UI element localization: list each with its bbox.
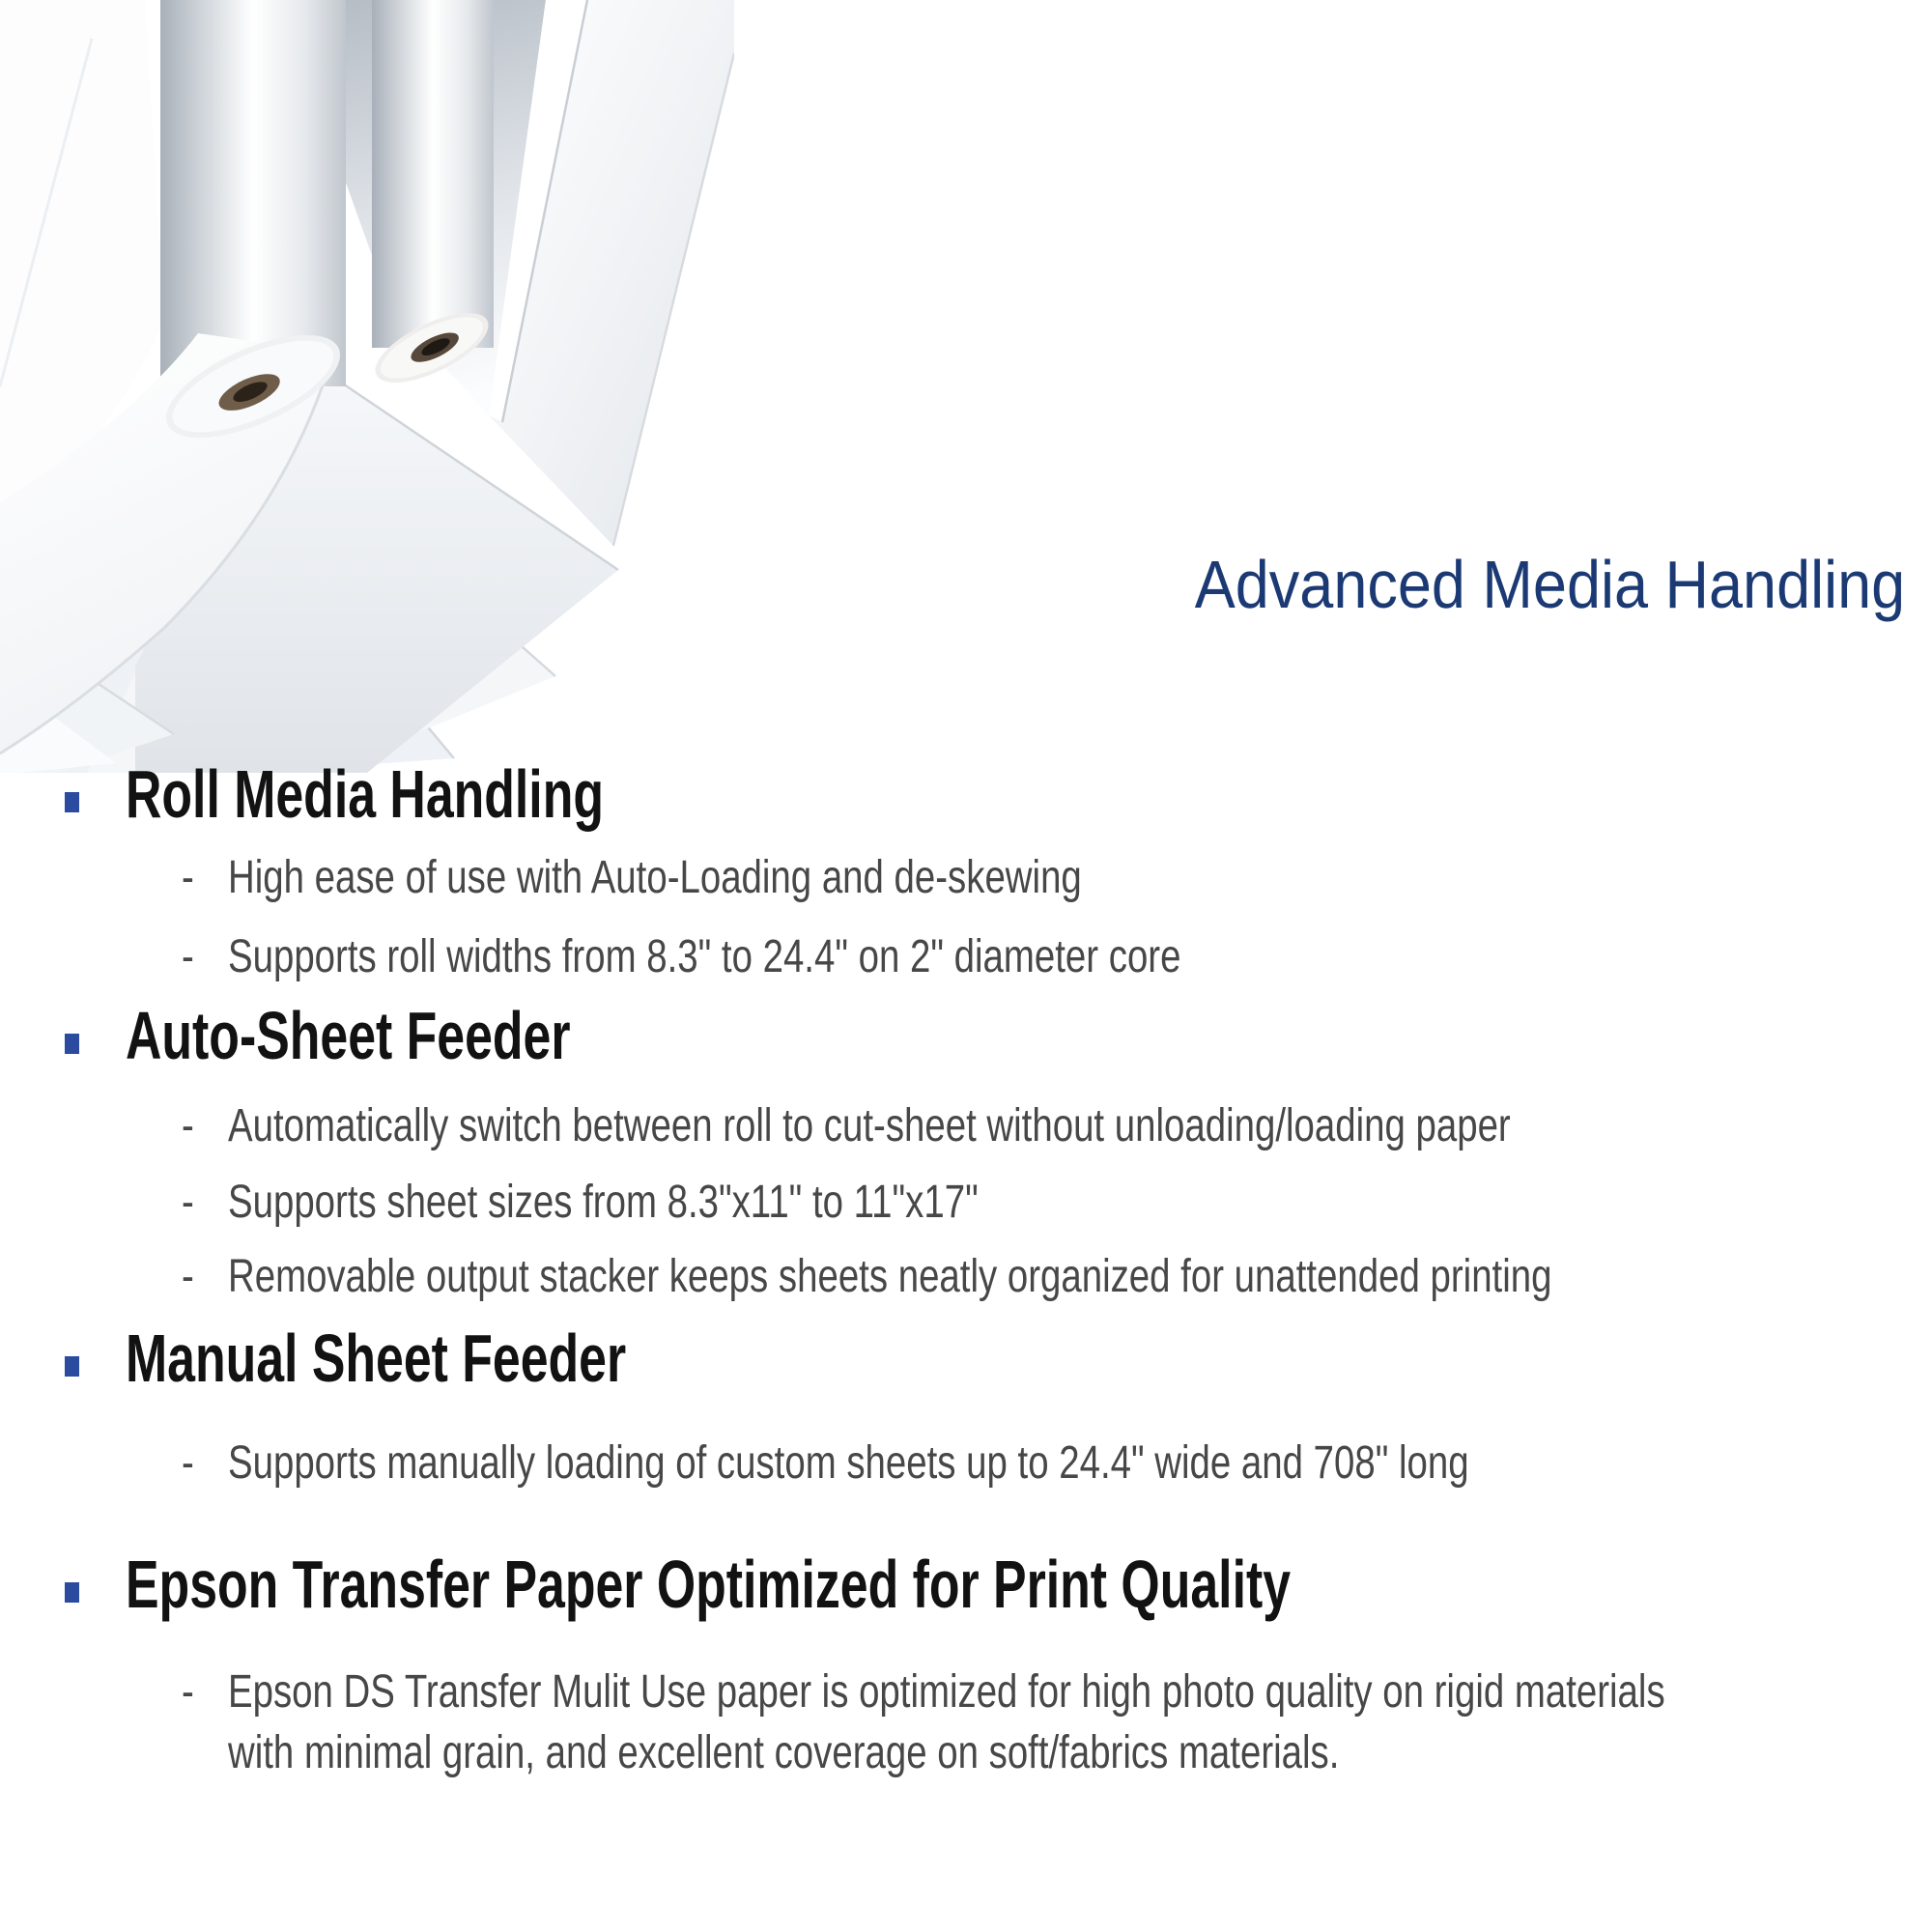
- section-heading-roll-media-handling: Roll Media Handling: [126, 756, 604, 832]
- section-heading-epson-transfer-paper: Epson Transfer Paper Optimized for Print Quality: [126, 1547, 1292, 1622]
- dash-bullet-icon: -: [182, 1177, 194, 1228]
- paper-media-photo: [0, 0, 734, 773]
- bullet-square-icon: [65, 1356, 79, 1377]
- bullet-line: Epson DS Transfer Mulit Use paper is optimized for high photo quality on rigid materials: [228, 1666, 1665, 1718]
- paper-media-illustration: [0, 0, 734, 773]
- dash-bullet-icon: -: [182, 1666, 194, 1718]
- bullet-line: Supports manually loading of custom sheets up to 24.4" wide and 708" long: [228, 1437, 1469, 1489]
- page-title: Advanced Media Handling: [1194, 547, 1905, 622]
- bullet-line: Supports roll widths from 8.3" to 24.4" on 2" diameter core: [228, 931, 1181, 982]
- bullet-line-continued: with minimal grain, and excellent coverage on soft/fabrics materials.: [228, 1727, 1340, 1778]
- dash-bullet-icon: -: [182, 852, 194, 903]
- bullet-square-icon: [65, 792, 79, 812]
- dash-bullet-icon: -: [182, 1437, 194, 1489]
- bullet-line: Automatically switch between roll to cut-sheet without unloading/loading paper: [228, 1100, 1511, 1151]
- bullet-square-icon: [65, 1582, 79, 1603]
- bullet-line: Supports sheet sizes from 8.3"x11" to 11"x17": [228, 1177, 979, 1228]
- section-heading-auto-sheet-feeder: Auto-Sheet Feeder: [126, 998, 571, 1073]
- section-heading-manual-sheet-feeder: Manual Sheet Feeder: [126, 1321, 627, 1396]
- dash-bullet-icon: -: [182, 1251, 194, 1302]
- bullet-square-icon: [65, 1034, 79, 1054]
- bullet-line: Removable output stacker keeps sheets neatly organized for unattended printing: [228, 1251, 1552, 1302]
- dash-bullet-icon: -: [182, 931, 194, 982]
- dash-bullet-icon: -: [182, 1100, 194, 1151]
- bullet-line: High ease of use with Auto-Loading and de-skewing: [228, 852, 1082, 903]
